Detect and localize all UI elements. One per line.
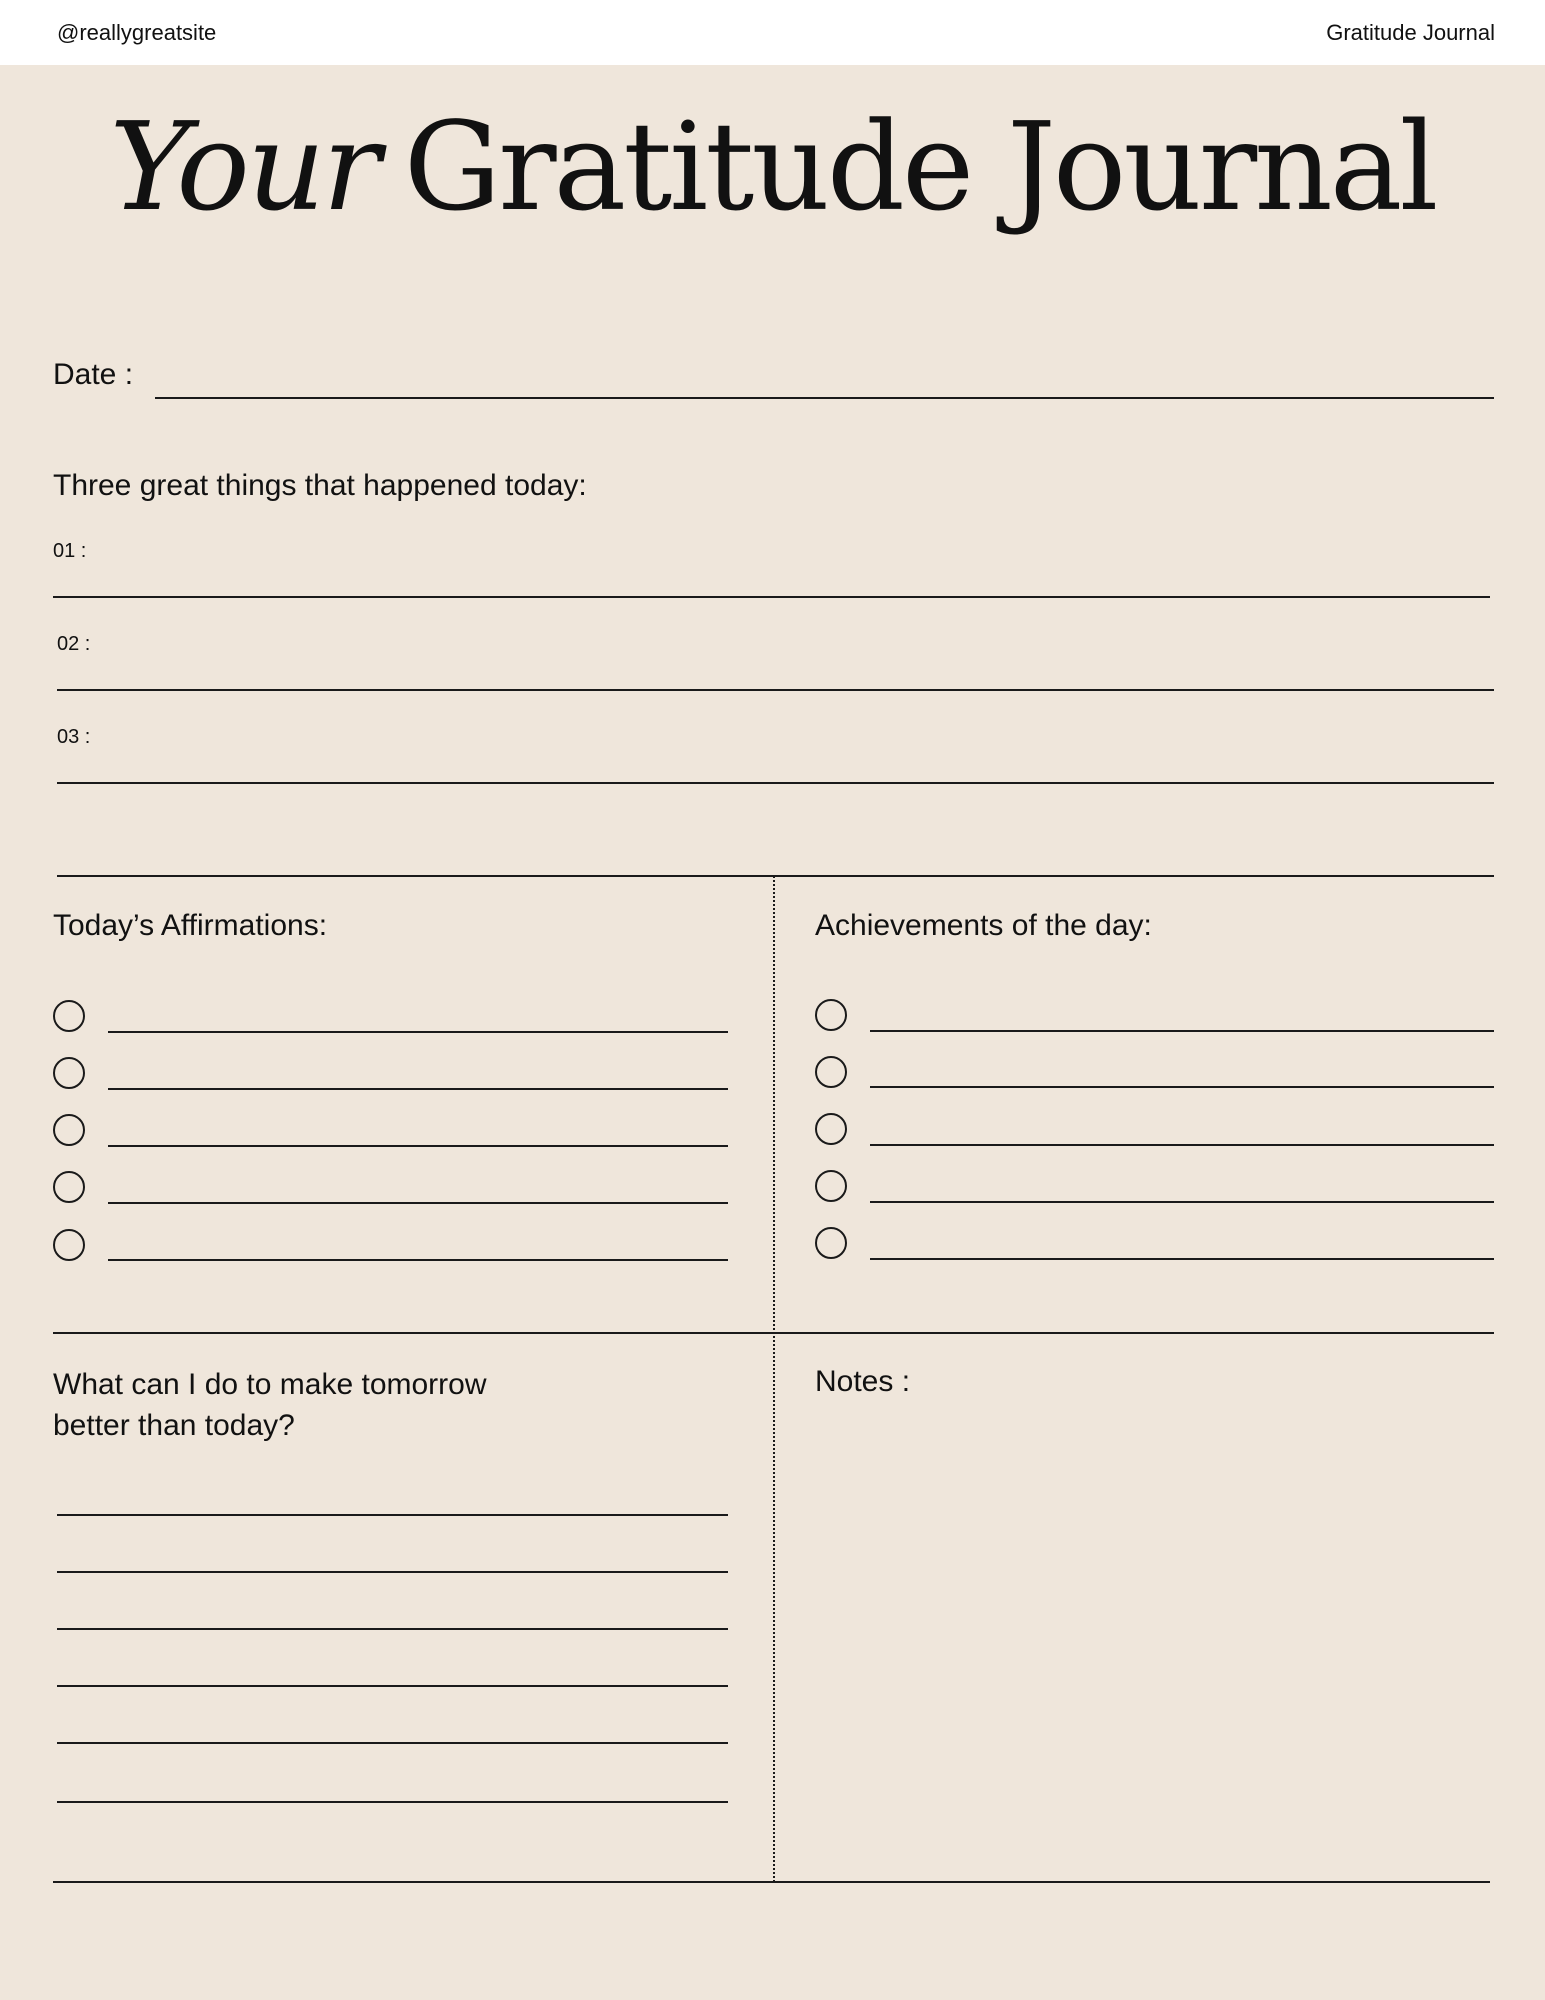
affirmation-line-1[interactable] [108, 1031, 728, 1033]
achievement-line-3[interactable] [870, 1144, 1494, 1146]
notes-area[interactable] [790, 1420, 1490, 1875]
affirmation-line-4[interactable] [108, 1202, 728, 1204]
item-02-line[interactable] [57, 689, 1494, 691]
tomorrow-heading-line-2: better than today? [53, 1409, 295, 1442]
affirmation-checkbox-2[interactable] [53, 1057, 85, 1089]
tomorrow-line-3[interactable] [57, 1628, 728, 1630]
affirmation-checkbox-3[interactable] [53, 1114, 85, 1146]
achievement-checkbox-4[interactable] [815, 1170, 847, 1202]
achievement-line-4[interactable] [870, 1201, 1494, 1203]
section-divider-top [57, 875, 1494, 877]
achievement-checkbox-2[interactable] [815, 1056, 847, 1088]
three-great-things-heading: Three great things that happened today: [53, 469, 587, 502]
document-title: Gratitude Journal [1326, 20, 1495, 45]
tomorrow-line-1[interactable] [57, 1514, 728, 1516]
tomorrow-line-2[interactable] [57, 1571, 728, 1573]
tomorrow-line-4[interactable] [57, 1685, 728, 1687]
site-handle: @reallygreatsite [57, 20, 217, 45]
date-line[interactable] [155, 397, 1494, 399]
affirmation-checkbox-5[interactable] [53, 1229, 85, 1261]
achievements-heading: Achievements of the day: [815, 909, 1152, 942]
column-divider [773, 876, 775, 1882]
section-divider-bottom [53, 1881, 1490, 1883]
page-title-italic: Your [109, 96, 378, 238]
affirmations-heading: Today’s Affirmations: [53, 909, 328, 942]
top-bar [0, 0, 1545, 65]
affirmation-checkbox-1[interactable] [53, 1000, 85, 1032]
item-02-label: 02 : [57, 633, 91, 655]
achievement-line-1[interactable] [870, 1030, 1494, 1032]
achievement-checkbox-1[interactable] [815, 999, 847, 1031]
notes-heading: Notes : [815, 1365, 911, 1398]
affirmation-line-5[interactable] [108, 1259, 728, 1261]
achievement-line-5[interactable] [870, 1258, 1494, 1260]
item-03-label: 03 : [57, 726, 91, 748]
affirmation-line-3[interactable] [108, 1145, 728, 1147]
section-divider-middle [53, 1332, 1494, 1334]
affirmation-checkbox-4[interactable] [53, 1171, 85, 1203]
tomorrow-line-6[interactable] [57, 1801, 728, 1803]
page-title [0, 92, 1545, 242]
item-01-line[interactable] [53, 596, 1490, 598]
achievement-checkbox-3[interactable] [815, 1113, 847, 1145]
tomorrow-heading-line-1: What can I do to make tomorrow [53, 1368, 487, 1401]
page-title-main: Gratitude Journal [403, 96, 1436, 238]
date-label: Date : [53, 358, 134, 391]
achievement-line-2[interactable] [870, 1086, 1494, 1088]
achievement-checkbox-5[interactable] [815, 1227, 847, 1259]
tomorrow-heading [53, 1364, 487, 1446]
affirmation-line-2[interactable] [108, 1088, 728, 1090]
item-01-label: 01 : [53, 540, 87, 562]
tomorrow-line-5[interactable] [57, 1742, 728, 1744]
item-03-line[interactable] [57, 782, 1494, 784]
